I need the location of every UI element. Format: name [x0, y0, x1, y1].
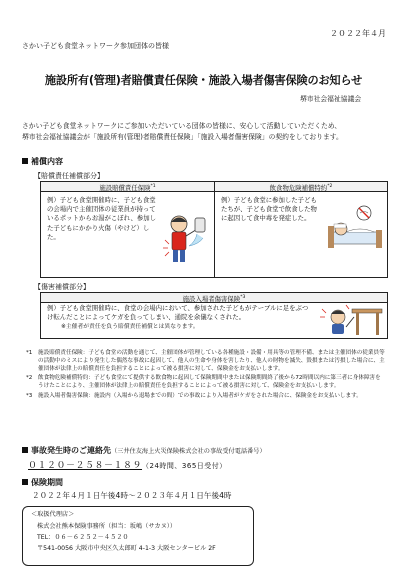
document-date: ２０２２年４月	[330, 29, 386, 38]
accident-phone-number[interactable]: ０１２０－２５８－１８９	[28, 461, 143, 471]
issuer: 堺市社会福祉協議会	[300, 95, 362, 103]
liability-col2-head: 飲食物危険補償特約$^{*2}$	[215, 182, 387, 191]
liability-col1-head: 施設賠償責任保険$^{*1}$	[41, 182, 214, 191]
footnote-3: *3 施設入場者傷害保険：施設内（入場から退場までの間）での事故により入場者がケガをされた場合に、保険金をお支払いします。	[26, 392, 362, 399]
trip-injury-illustration	[316, 303, 384, 337]
agent-company: 株式会社熊本保険事務所（担当：坂嶋（サカヌ））	[37, 523, 177, 530]
column-divider	[214, 182, 215, 277]
period-heading: 保険期間	[22, 477, 63, 488]
footnote-2: *2 飲食物危険補償特約：子ども食堂にて提供する飲食物に起因して保険期間中または保険期間終了後から72時間以内に第三者に身体障害をうけたことにより、主催団体が法律上の賠償責任を負担することによって被る損害に対して、保険金をお支払いします。	[26, 375, 381, 390]
coverage-heading: 補償内容	[22, 156, 63, 167]
header-divider	[41, 191, 387, 192]
intro-line-1: さかい子ども食堂ネットワークにご参加いただいている団体の皆様に、安心して活動していただくため、	[22, 122, 342, 130]
injury-subnote: ※主催者が責任を負う賠償責任補償とは異なります。	[61, 324, 199, 330]
agent-box	[22, 506, 254, 566]
liability-col1-example: 例）子ども食堂開催時に、子ども食堂の会場内で主催団体の従業員が持っているポットからお湯がこぼれ、参加した子どもにかかり火傷（やけど）した。	[47, 196, 157, 241]
addressee: さかい子ども食堂ネットワーク参加団体の皆様	[22, 42, 169, 50]
liability-label: 【賠償責任補償部分】	[34, 172, 104, 180]
injury-head: 施設入場者傷害保険$^{*3}$	[41, 293, 387, 302]
liability-col2-example: 例）子ども食堂に参加した子どもたちが、子ども食堂で飲食した物に起因して食中毒を発症した。	[221, 196, 317, 223]
injury-example: 例）子ども食堂開催時に、食堂の会場内において、参加された子どもがテーブルに足をぶつけ転んだことによってケガを負ってしまい、通院を余儀なくされた。	[47, 304, 309, 322]
food-poisoning-illustration	[326, 204, 384, 254]
agent-address: 〒541-0056 大阪市中央区久太郎町 4-1-3 大阪センタービル 2F	[37, 545, 216, 552]
accident-phone: ０１２０－２５８－１８９（24時間、365日受付）	[28, 461, 227, 471]
square-bullet-icon	[22, 158, 28, 164]
liability-table	[40, 181, 388, 278]
injury-label: 【傷害補償部分】	[34, 283, 90, 291]
square-bullet-icon	[22, 479, 28, 485]
footnotes	[26, 350, 386, 401]
injury-table	[40, 292, 388, 339]
intro-paragraph	[22, 121, 392, 143]
insurance-period: ２０２２年４月１日午後4時～２０２３年４月１日午後4時	[32, 491, 232, 500]
footnote-1: *1 施設賠償責任保険：子ども食堂の活動を通じて、主催団体が管理している各種施設・設備・用具等の管理不備、または主催団体の従業員等の活動中のミスにより発生した偶然な事故に起因して、他人の生命や身体を害したり、他人の財物を滅失、毀損または汚損した場合に、主催団体が法律上の賠償責任を負担することによって被る損害に対して、保険金をお支払いします。	[26, 350, 385, 372]
intro-line-2: 堺市社会福祉協議会が「施設所有(管理)者賠償責任保険」「施設入場者傷害保険」の契約をしております。	[22, 133, 343, 141]
hot-water-burn-illustration	[159, 210, 211, 270]
contact-heading: 事故発生時のご連絡先（三井住友海上火災保険株式会社の事故受付電話番号）	[22, 445, 266, 456]
agent-label: ＜取扱代理店＞	[31, 511, 75, 518]
agent-tel: TEL：０６－６２５２－４５２０	[37, 534, 129, 541]
page-title: 施設所有(管理)者賠償責任保険・施設入場者傷害保険のお知らせ	[44, 74, 363, 87]
square-bullet-icon	[22, 447, 28, 453]
